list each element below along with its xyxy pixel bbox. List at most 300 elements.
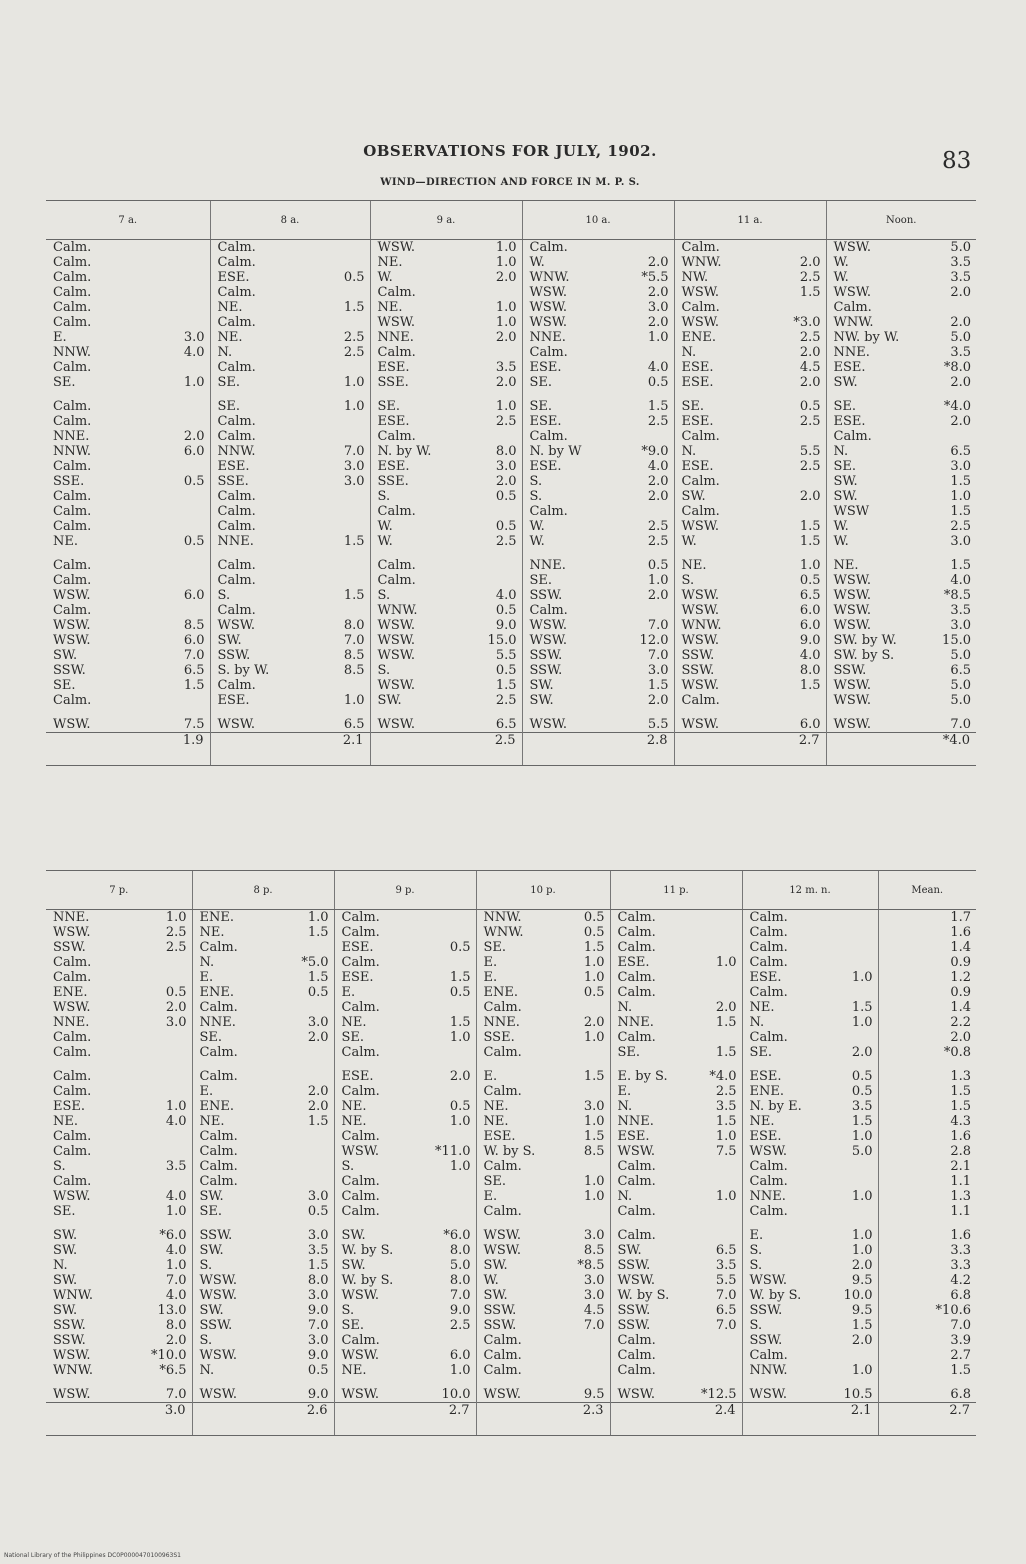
wind-direction: Calm. <box>833 300 872 315</box>
wind-direction: SSE. <box>53 474 85 489</box>
day-entry <box>46 970 192 985</box>
wind-force: 1.0 <box>165 1099 187 1114</box>
day-entry <box>523 240 674 255</box>
wind-force: 2.5 <box>647 519 669 534</box>
wind-direction: E. <box>483 970 498 985</box>
day-entry <box>827 414 977 429</box>
wind-direction: Calm. <box>199 940 238 955</box>
day-entry <box>675 519 826 534</box>
day-entry <box>879 1015 977 1030</box>
day-entry <box>743 985 878 1000</box>
day-entry <box>46 444 210 459</box>
day-entry <box>675 717 826 732</box>
wind-force: 3.9 <box>950 1333 971 1348</box>
day-entry <box>611 1288 742 1303</box>
wind-direction: Calm. <box>749 1159 788 1174</box>
wind-force: 6.8 <box>950 1387 971 1402</box>
day-entry <box>46 255 210 270</box>
day-entry <box>46 315 210 330</box>
wind-force: 6.0 <box>799 618 821 633</box>
wind-direction: SE. <box>529 573 553 588</box>
day-entry <box>211 489 370 504</box>
wind-force: 3.5 <box>715 1258 737 1273</box>
wind-force: 5.0 <box>449 1258 471 1273</box>
day-entry <box>46 1348 192 1363</box>
wind-direction: Calm. <box>199 1174 238 1189</box>
day-entry <box>743 1114 878 1129</box>
wind-force: 2.0 <box>583 1015 605 1030</box>
day-entry <box>335 1348 476 1363</box>
day-entry <box>193 1084 334 1099</box>
day-entry <box>211 444 370 459</box>
wind-force: 4.0 <box>950 573 971 588</box>
day-entry <box>675 663 826 678</box>
day-entry <box>523 414 674 429</box>
day-entry <box>335 1204 476 1219</box>
wind-direction: SW. <box>217 633 242 648</box>
day-entry <box>477 1015 610 1030</box>
wind-force: 1.5 <box>343 534 365 549</box>
day-entry <box>335 1189 476 1204</box>
wind-direction: ESE. <box>681 375 714 390</box>
day-entry <box>211 573 370 588</box>
wind-force: 2.0 <box>950 285 971 300</box>
wind-direction: Calm. <box>341 955 380 970</box>
day-entry <box>335 1273 476 1288</box>
wind-direction: WSW. <box>529 285 567 300</box>
wind-direction: WSW. <box>341 1348 379 1363</box>
wind-force: 3.0 <box>307 1015 329 1030</box>
wind-direction: Calm. <box>377 429 416 444</box>
day-entry <box>743 1303 878 1318</box>
day-entry <box>46 618 210 633</box>
day-entry <box>879 1363 977 1378</box>
wind-direction: Calm. <box>341 925 380 940</box>
mean-value: 2.5 <box>370 733 522 766</box>
wind-force: 1.5 <box>307 925 329 940</box>
wind-direction: SSW. <box>53 940 86 955</box>
wind-force: 5.0 <box>950 678 971 693</box>
wind-direction: WSW. <box>833 603 871 618</box>
wind-force: 0.5 <box>495 489 517 504</box>
wind-force: 0.9 <box>950 955 971 970</box>
wind-force: 3.3 <box>950 1258 971 1273</box>
day-entry <box>46 1114 192 1129</box>
day-entry <box>827 693 977 708</box>
day-entry <box>193 1318 334 1333</box>
wind-force: 5.5 <box>715 1273 737 1288</box>
day-entry <box>211 648 370 663</box>
wind-direction: Calm. <box>483 1159 522 1174</box>
column-header: 10 a. <box>522 201 674 240</box>
day-entry <box>193 1159 334 1174</box>
wind-force: 1.5 <box>799 519 821 534</box>
wind-force: 2.0 <box>449 1069 471 1084</box>
wind-direction: WSW. <box>833 588 871 603</box>
day-entry <box>827 444 977 459</box>
wind-force: 1.0 <box>851 1189 873 1204</box>
wind-direction: S. <box>529 474 543 489</box>
wind-direction: E. <box>617 1084 632 1099</box>
day-entry <box>477 1189 610 1204</box>
day-entry <box>46 1204 192 1219</box>
wind-direction: Calm. <box>53 270 92 285</box>
wind-direction: ESE. <box>681 459 714 474</box>
wind-direction: Calm. <box>199 1129 238 1144</box>
wind-direction: SE. <box>529 375 553 390</box>
wind-direction: Calm. <box>749 1174 788 1189</box>
wind-direction: Calm. <box>53 399 92 414</box>
wind-force: 0.5 <box>449 985 471 1000</box>
wind-force: 1.5 <box>851 1000 873 1015</box>
wind-force: 4.0 <box>165 1114 187 1129</box>
wind-direction: S. <box>749 1243 763 1258</box>
wind-direction: S. <box>749 1258 763 1273</box>
day-entry <box>611 970 742 985</box>
wind-direction: W. by S. <box>341 1243 394 1258</box>
wind-force: 1.0 <box>495 255 517 270</box>
wind-force: 0.9 <box>950 985 971 1000</box>
wind-direction: SW. <box>53 1243 78 1258</box>
wind-force: 7.0 <box>583 1318 605 1333</box>
day-entry <box>335 1333 476 1348</box>
wind-force: *10.0 <box>151 1348 187 1363</box>
wind-direction: ESE. <box>529 360 562 375</box>
wind-force: 0.5 <box>165 985 187 1000</box>
wind-direction: Calm. <box>53 414 92 429</box>
wind-direction: ESE. <box>341 940 374 955</box>
day-entry <box>523 399 674 414</box>
day-entry <box>371 315 522 330</box>
wind-direction: NE. <box>833 558 859 573</box>
wind-force: 1.0 <box>851 1243 873 1258</box>
wind-force: 2.5 <box>495 693 517 708</box>
wind-direction: WSW. <box>199 1348 237 1363</box>
wind-direction: ESE. <box>617 1129 650 1144</box>
wind-force: 5.5 <box>799 444 821 459</box>
wind-force: 2.0 <box>851 1258 873 1273</box>
day-entry <box>193 1303 334 1318</box>
wind-direction: SE. <box>833 459 857 474</box>
wind-force: 1.5 <box>950 1084 971 1099</box>
wind-direction: NE. <box>199 1114 225 1129</box>
wind-direction: WSW. <box>833 573 871 588</box>
wind-direction: Calm. <box>529 240 568 255</box>
day-entry <box>335 985 476 1000</box>
wind-direction: NNE. <box>749 1189 786 1204</box>
day-entry <box>477 1318 610 1333</box>
wind-force: 3.0 <box>307 1228 329 1243</box>
wind-force: 1.0 <box>449 1363 471 1378</box>
wind-direction: N. <box>53 1258 68 1273</box>
wind-direction: Calm. <box>341 1084 380 1099</box>
day-entry <box>371 444 522 459</box>
day-entry <box>743 940 878 955</box>
day-entry <box>675 588 826 603</box>
day-entry <box>523 300 674 315</box>
wind-force: 2.0 <box>950 1030 971 1045</box>
wind-force: 1.0 <box>715 1189 737 1204</box>
day-entry <box>675 603 826 618</box>
day-entry <box>46 717 210 732</box>
hour-column <box>192 910 334 1403</box>
wind-direction: ENE. <box>199 985 234 1000</box>
wind-force: 0.5 <box>583 910 605 925</box>
day-entry <box>477 925 610 940</box>
wind-direction: Calm. <box>53 558 92 573</box>
wind-force: 1.0 <box>307 910 329 925</box>
wind-direction: Calm. <box>749 940 788 955</box>
mean-value: 2.7 <box>674 733 826 766</box>
wind-direction: WSW. <box>53 717 91 732</box>
wind-direction: SW. <box>377 693 402 708</box>
wind-force: 0.5 <box>307 1363 329 1378</box>
day-entry <box>335 1030 476 1045</box>
day-entry <box>335 1069 476 1084</box>
day-entry <box>46 1318 192 1333</box>
day-entry <box>827 255 977 270</box>
wind-force: 2.0 <box>495 270 517 285</box>
wind-direction: Calm. <box>749 1348 788 1363</box>
wind-direction: NW. by W. <box>833 330 900 345</box>
wind-direction: Calm. <box>217 519 256 534</box>
wind-force: *6.5 <box>159 1363 187 1378</box>
day-entry <box>335 1363 476 1378</box>
wind-direction: SSW. <box>483 1318 517 1333</box>
wind-direction: N. <box>199 1363 215 1378</box>
day-entry <box>743 1069 878 1084</box>
wind-force: 1.5 <box>307 970 329 985</box>
day-entry <box>477 1348 610 1363</box>
wind-force: 10.0 <box>441 1387 471 1402</box>
wind-force: 0.5 <box>851 1069 873 1084</box>
wind-force: 1.5 <box>799 534 821 549</box>
wind-force: 1.0 <box>851 1015 873 1030</box>
wind-force: 6.0 <box>183 633 205 648</box>
day-entry <box>523 444 674 459</box>
mean-value: 2.8 <box>522 733 674 766</box>
day-entry <box>193 1099 334 1114</box>
wind-direction: NNE. <box>529 330 566 345</box>
day-entry <box>193 910 334 925</box>
column-header: 7 p. <box>46 871 192 910</box>
day-entry <box>46 633 210 648</box>
wind-force: 1.4 <box>950 1000 971 1015</box>
day-entry <box>193 1204 334 1219</box>
wind-force: 2.0 <box>799 375 821 390</box>
wind-direction: N. <box>681 444 697 459</box>
day-entry <box>675 558 826 573</box>
wind-force: 0.5 <box>449 1099 471 1114</box>
wind-direction: Calm. <box>53 1129 92 1144</box>
wind-direction: W. by S. <box>617 1288 670 1303</box>
day-entry <box>335 1000 476 1015</box>
day-entry <box>211 588 370 603</box>
wind-direction: WSW. <box>377 678 415 693</box>
wind-direction: W. by S. <box>483 1144 536 1159</box>
wind-force: 15.0 <box>487 633 517 648</box>
wind-force: 8.5 <box>343 663 365 678</box>
wind-direction: WSW. <box>529 618 567 633</box>
wind-direction: W. <box>529 519 545 534</box>
wind-direction: Calm. <box>341 1333 380 1348</box>
day-entry <box>611 1015 742 1030</box>
day-entry <box>371 648 522 663</box>
wind-force: 1.0 <box>449 1114 471 1129</box>
wind-direction: SW. <box>833 375 858 390</box>
day-entry <box>211 285 370 300</box>
day-entry <box>523 633 674 648</box>
day-entry <box>211 603 370 618</box>
wind-force: *12.5 <box>701 1387 737 1402</box>
wind-direction: WSW. <box>617 1144 655 1159</box>
wind-direction: SW. <box>53 1303 78 1318</box>
wind-direction: NE. <box>53 1114 78 1129</box>
wind-direction: WSW. <box>483 1228 521 1243</box>
wind-direction: SE. <box>483 1174 507 1189</box>
wind-direction: Calm. <box>53 360 92 375</box>
wind-force: 9.0 <box>307 1348 329 1363</box>
wind-direction: WNW. <box>53 1363 93 1378</box>
day-entry <box>477 1084 610 1099</box>
column-header: 7 a. <box>46 201 210 240</box>
day-entry <box>827 285 977 300</box>
wind-force: 1.5 <box>647 678 669 693</box>
wind-direction: NNE. <box>199 1015 236 1030</box>
wind-direction: SE. <box>217 399 241 414</box>
wind-direction: WSW. <box>199 1387 237 1402</box>
day-entry <box>611 940 742 955</box>
wind-direction: Calm. <box>529 345 568 360</box>
wind-direction: ESE. <box>341 970 374 985</box>
day-entry <box>335 955 476 970</box>
wind-force: 1.0 <box>583 1030 605 1045</box>
day-entry <box>879 1273 977 1288</box>
wind-force: 0.5 <box>343 270 365 285</box>
day-entry <box>611 1258 742 1273</box>
wind-force: 2.5 <box>799 414 821 429</box>
wind-force: 1.5 <box>583 1069 605 1084</box>
wind-direction: SSW. <box>199 1318 233 1333</box>
day-entry <box>477 1000 610 1015</box>
day-entry <box>743 1258 878 1273</box>
wind-direction: WSW. <box>529 633 567 648</box>
day-entry <box>523 459 674 474</box>
wind-force: 9.5 <box>583 1387 605 1402</box>
wind-force: 1.0 <box>583 955 605 970</box>
day-entry <box>879 940 977 955</box>
wind-direction: ESE. <box>749 970 782 985</box>
day-entry <box>335 1387 476 1402</box>
day-entry <box>46 940 192 955</box>
day-entry <box>827 519 977 534</box>
day-entry <box>827 648 977 663</box>
wind-direction: SW. <box>529 693 554 708</box>
wind-direction: SW. <box>341 1258 366 1273</box>
wind-force: 9.0 <box>495 618 517 633</box>
day-entry <box>46 678 210 693</box>
wind-force: 1.5 <box>307 1114 329 1129</box>
wind-direction: SSE. <box>377 375 409 390</box>
wind-direction: NE. <box>217 330 243 345</box>
wind-direction: Calm. <box>217 504 256 519</box>
wind-force: 1.5 <box>307 1258 329 1273</box>
wind-force: 1.5 <box>449 970 471 985</box>
wind-force: 2.0 <box>647 693 669 708</box>
wind-force: 1.5 <box>950 474 971 489</box>
wind-force: 2.0 <box>647 489 669 504</box>
wind-force: 2.0 <box>495 330 517 345</box>
wind-direction: ENE. <box>483 985 518 1000</box>
day-entry <box>371 489 522 504</box>
wind-force: 9.5 <box>851 1303 873 1318</box>
day-entry <box>611 955 742 970</box>
wind-direction: Calm. <box>217 603 256 618</box>
day-entry <box>743 1015 878 1030</box>
day-entry <box>477 1243 610 1258</box>
wind-force: 1.5 <box>183 678 205 693</box>
wind-direction: Calm. <box>217 285 256 300</box>
day-entry <box>743 1189 878 1204</box>
wind-force: 0.5 <box>495 603 517 618</box>
wind-direction: WSW. <box>377 240 415 255</box>
wind-force: 7.0 <box>165 1387 187 1402</box>
wind-direction: NE. <box>341 1363 367 1378</box>
day-entry <box>611 1099 742 1114</box>
wind-direction: SSW. <box>617 1258 651 1273</box>
wind-direction: Calm. <box>217 573 256 588</box>
day-entry <box>193 1348 334 1363</box>
day-entry <box>211 663 370 678</box>
wind-force: 1.5 <box>715 1015 737 1030</box>
wind-force: 1.0 <box>851 1363 873 1378</box>
day-entry <box>46 489 210 504</box>
day-entry <box>477 955 610 970</box>
wind-direction: Calm. <box>681 240 720 255</box>
wind-direction: SSW. <box>749 1303 783 1318</box>
wind-force: 3.5 <box>950 270 971 285</box>
day-entry <box>879 985 977 1000</box>
wind-direction: WSW. <box>529 300 567 315</box>
wind-force: 5.0 <box>851 1144 873 1159</box>
wind-force: 1.5 <box>851 1114 873 1129</box>
column-header: 8 p. <box>192 871 334 910</box>
wind-force: 1.0 <box>343 399 365 414</box>
wind-direction: SE. <box>53 375 76 390</box>
wind-force: 1.1 <box>950 1204 971 1219</box>
day-entry <box>611 1189 742 1204</box>
day-entry <box>46 1228 192 1243</box>
wind-force: 8.5 <box>343 648 365 663</box>
wind-direction: WSW. <box>833 240 871 255</box>
wind-direction: Calm. <box>529 603 568 618</box>
day-entry <box>477 1387 610 1402</box>
day-entry <box>46 459 210 474</box>
bottom-observations-table <box>46 870 976 1436</box>
day-entry <box>827 573 977 588</box>
wind-direction: Calm. <box>341 910 380 925</box>
wind-force: 4.0 <box>799 648 821 663</box>
day-entry <box>675 315 826 330</box>
day-entry <box>827 360 977 375</box>
wind-force: *6.0 <box>159 1228 187 1243</box>
wind-direction: Calm. <box>53 1144 92 1159</box>
column-header: 12 m. n. <box>742 871 878 910</box>
wind-direction: SW. <box>199 1243 224 1258</box>
day-entry <box>46 1015 192 1030</box>
wind-direction: NNE. <box>53 1015 90 1030</box>
wind-direction: NNE. <box>53 429 90 444</box>
